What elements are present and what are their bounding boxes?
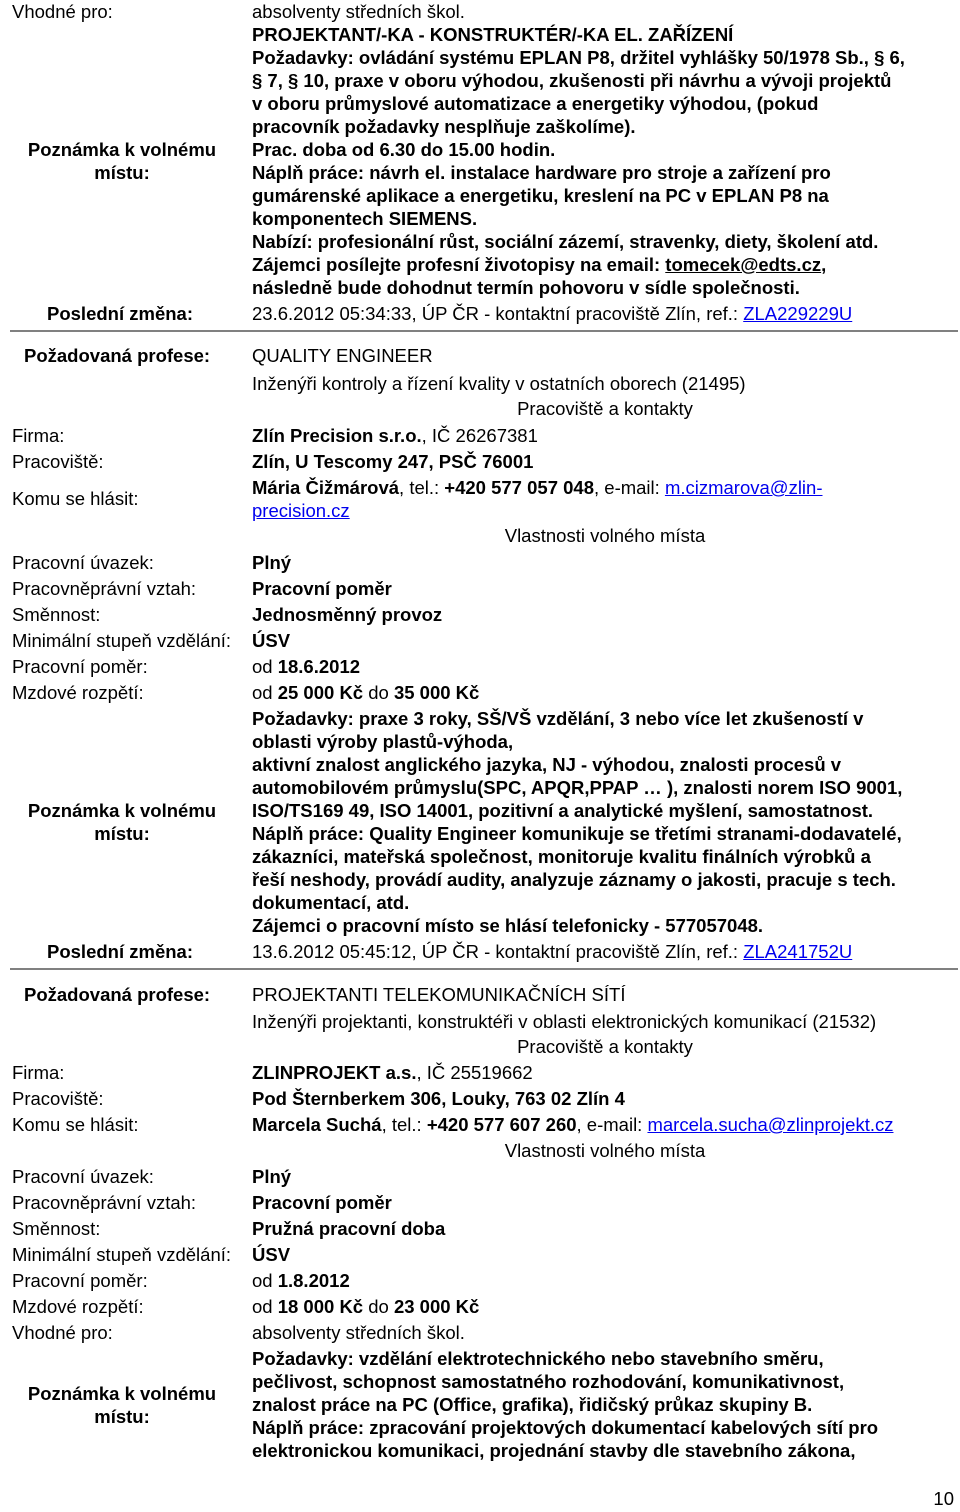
note-line: následně bude dohodnut termín pohovoru v sídle společnosti. (252, 277, 800, 298)
listing-separator (10, 968, 958, 970)
profession-label: Požadovaná profese: (24, 984, 211, 1005)
note-line: Požadavky: praxe 3 roky, SŠ/VŠ vzdělání, 3 nebo více let zkušeností v (252, 708, 864, 729)
worktime-value: Plný (252, 1166, 292, 1187)
firm-label: Firma: (12, 1062, 65, 1083)
note-label: Poznámka k volnému místu: (27, 800, 217, 844)
email-link[interactable]: marcela.sucha@zlinprojekt.cz (647, 1114, 894, 1135)
relation-value: Pracovní poměr (252, 578, 392, 599)
workplace-value: Pod Šternberkem 306, Louky, 763 02 Zlín 4 (252, 1088, 625, 1109)
contact-label: Komu se hlásit: (12, 488, 139, 509)
note-line: ISO/TS169 49, ISO 14001, pozitivní a analytické myšlení, samostatnost. (252, 800, 874, 821)
firm-value: ZLINPROJEKT a.s., IČ 25519662 (252, 1062, 533, 1083)
salary-value: od 25 000 Kč do 35 000 Kč (252, 682, 480, 703)
last-change-label: Poslední změna: (47, 941, 193, 962)
worktime-value: Plný (252, 552, 292, 573)
firm-label: Firma: (12, 425, 65, 446)
profession-title: PROJEKTANTI TELEKOMUNIKAČNÍCH SÍTÍ (252, 984, 626, 1005)
profession-category: Inženýři projektanti, konstruktéři v oblasti elektronických komunikací (21532) (252, 1011, 877, 1032)
note-line: řeší neshody, provádí audity, analyzuje záznamy o jakosti, pracuje s tech. (252, 869, 896, 890)
education-value: ÚSV (252, 1244, 291, 1265)
education-value: ÚSV (252, 630, 291, 651)
start-value: od 1.8.2012 (252, 1270, 350, 1291)
note-line: Požadavky: vzdělání elektrotechnického nebo stavebního směru, (252, 1348, 824, 1369)
contacts-heading: Pracoviště a kontakty (517, 1036, 693, 1057)
note-line: Zájemci o pracovní místo se hlásí telefonicky - 577057048. (252, 915, 764, 936)
firm-value: Zlín Precision s.r.o., IČ 26267381 (252, 425, 538, 446)
note-line: elektronickou komunikaci, projednání stavby dle stavebního zákona, (252, 1440, 856, 1461)
start-value: od 18.6.2012 (252, 656, 361, 677)
note-label: Poznámka k volnému místu: (27, 1383, 217, 1427)
worktime-label: Pracovní úvazek: (12, 1166, 154, 1187)
suitable-label: Vhodné pro: (12, 1, 113, 22)
shift-label: Směnnost: (12, 1218, 101, 1239)
note-line: Zájemci posílejte profesní životopisy na email: tomecek@edts.cz, (252, 254, 827, 275)
note-line: v oboru průmyslové automatizace a energetiky výhodou, (pokud (252, 93, 819, 114)
workplace-label: Pracoviště: (12, 1088, 104, 1109)
profession-line: PROJEKTANT/-KA - KONSTRUKTÉR/-KA EL. ZAŘÍZENÍ (252, 24, 734, 45)
worktime-label: Pracovní úvazek: (12, 552, 154, 573)
email-link[interactable]: tomecek@edts.cz (665, 254, 822, 275)
relation-label: Pracovněprávní vztah: (12, 578, 197, 599)
profession-category: Inženýři kontroly a řízení kvality v ostatních oborech (21495) (252, 373, 746, 394)
education-label: Minimální stupeň vzdělání: (12, 630, 232, 651)
note-line: oblasti výroby plastů-výhoda, (252, 731, 514, 752)
shift-value: Jednosměnný provoz (252, 604, 443, 625)
suitable-value: absolventy středních škol. (252, 1, 465, 22)
email-link[interactable]: m.cizmarova@zlin- (664, 477, 823, 498)
salary-label: Mzdové rozpětí: (12, 682, 144, 703)
contact-label: Komu se hlásit: (12, 1114, 139, 1135)
suitable-label: Vhodné pro: (12, 1322, 113, 1343)
note-line: gumárenské aplikace a energetiku, kreslení na PC v EPLAN P8 na (252, 185, 829, 206)
ref-link[interactable]: ZLA241752U (743, 941, 853, 962)
email-link-continued[interactable]: precision.cz (252, 500, 350, 521)
note-line: znalost práce na PC (Office, grafika), řidičský průkaz skupiny B. (252, 1394, 813, 1415)
contact-value: Mária Čižmárová, tel.: +420 577 057 048, e-mail: m.cizmarova@zlin- (252, 477, 823, 498)
last-change-value: 13.6.2012 05:45:12, ÚP ČR - kontaktní pracoviště Zlín, ref.: ZLA241752U (252, 941, 853, 962)
page-number: 10 (933, 1488, 954, 1509)
workplace-value: Zlín, U Tescomy 247, PSČ 76001 (252, 451, 534, 472)
note-line: Náplň práce: návrh el. instalace hardware pro stroje a zařízení pro (252, 162, 831, 183)
note-line: Prac. doba od 6.30 do 15.00 hodin. (252, 139, 556, 160)
start-label: Pracovní poměr: (12, 1270, 148, 1291)
properties-heading: Vlastnosti volného místa (504, 1140, 706, 1161)
relation-label: Pracovněprávní vztah: (12, 1192, 197, 1213)
note-line: dokumentací, atd. (252, 892, 410, 913)
note-line: pečlivost, schopnost samostatného rozhodování, komunikativnost, (252, 1371, 845, 1392)
note-line: Nabízí: profesionální růst, sociální zázemí, stravenky, diety, školení atd. (252, 231, 879, 252)
start-label: Pracovní poměr: (12, 656, 148, 677)
workplace-label: Pracoviště: (12, 451, 104, 472)
shift-value: Pružná pracovní doba (252, 1218, 446, 1239)
ref-link[interactable]: ZLA229229U (743, 303, 853, 324)
note-line: aktivní znalost anglického jazyka, NJ - výhodou, znalosti procesů v (252, 754, 842, 775)
note-line: Požadavky: ovládání systému EPLAN P8, držitel vyhlášky 50/1978 Sb., § 6, (252, 47, 905, 68)
contact-value: Marcela Suchá, tel.: +420 577 607 260, e-mail: marcela.sucha@zlinprojekt.cz (252, 1114, 894, 1135)
last-change-value: 23.6.2012 05:34:33, ÚP ČR - kontaktní pracoviště Zlín, ref.: ZLA229229U (252, 303, 853, 324)
last-change-label: Poslední změna: (47, 303, 193, 324)
note-line: § 7, § 10, praxe v oboru výhodou, zkušenosti při návrhu a vývoji projektů (252, 70, 892, 91)
profession-title: QUALITY ENGINEER (252, 345, 433, 366)
relation-value: Pracovní poměr (252, 1192, 392, 1213)
note-line: pracovník požadavky nesplňuje zaškolíme). (252, 116, 636, 137)
salary-value: od 18 000 Kč do 23 000 Kč (252, 1296, 480, 1317)
shift-label: Směnnost: (12, 604, 101, 625)
note-label: Poznámka k volnému místu: (27, 139, 217, 183)
profession-label: Požadovaná profese: (24, 345, 211, 366)
note-line: Náplň práce: zpracování projektových dokumentací kabelových sítí pro (252, 1417, 879, 1438)
note-line: komponentech SIEMENS. (252, 208, 478, 229)
note-line: Náplň práce: Quality Engineer komunikuje se třetími stranami-dodavatelé, (252, 823, 902, 844)
contacts-heading: Pracoviště a kontakty (517, 398, 693, 419)
note-line: zákazníci, mateřská společnost, monitoruje kvalitu finálních výrobků a (252, 846, 871, 867)
education-label: Minimální stupeň vzdělání: (12, 1244, 232, 1265)
listing-separator (10, 330, 958, 332)
salary-label: Mzdové rozpětí: (12, 1296, 144, 1317)
note-line: automobilovém průmyslu(SPC, APQR,PPAP … ), znalosti norem ISO 9001, (252, 777, 903, 798)
properties-heading: Vlastnosti volného místa (504, 525, 706, 546)
suitable-value: absolventy středních škol. (252, 1322, 465, 1343)
